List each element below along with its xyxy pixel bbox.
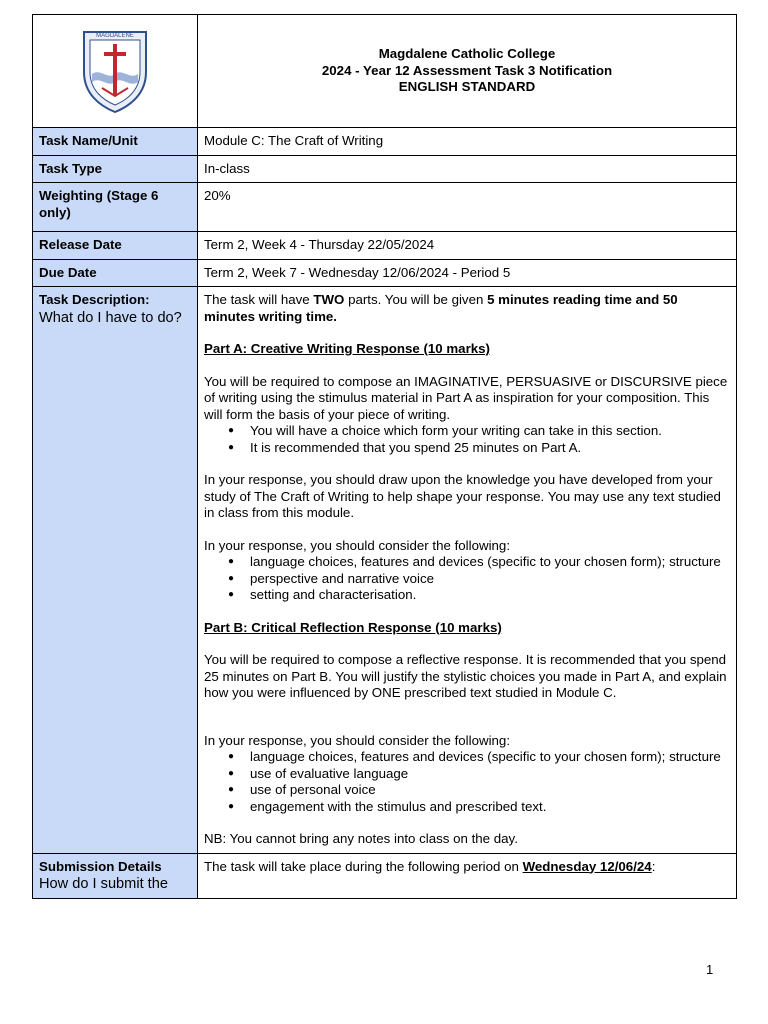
part-a-heading: Part A: Creative Writing Response (10 marks): [204, 341, 490, 356]
part-a-bullets: [204, 423, 730, 456]
submission-text: The task will take place during the following period on: [204, 858, 523, 874]
subject-name: ENGLISH STANDARD: [398, 79, 536, 95]
list-item: ● language choices, features and devices (specific to your chosen form); structure: [250, 749, 730, 766]
submission-label-cell: [33, 853, 198, 899]
weighting-label-cell: [33, 183, 198, 232]
header-title-cell: [198, 15, 737, 128]
description-intro: [204, 292, 730, 325]
due-label: Due Date: [39, 264, 97, 280]
weighting-value: 20%: [198, 183, 737, 232]
task-type-label: Task Type: [39, 160, 103, 176]
part-a-consider-bullets: [204, 554, 730, 604]
description-label-cell: [33, 287, 198, 854]
notification-title: 2024 - Year 12 Assessment Task 3 Notification: [321, 62, 613, 78]
part-b-consider: In your response, you should consider the following:: [204, 732, 511, 748]
part-a-para: You will be required to compose an IMAGINATIVE, PERSUASIVE or DISCURSIVE piece of writing using the stimulus material in Part A as inspiration for your composition. This will form the basis of your piece of writing.: [204, 373, 728, 422]
due-label-cell: [33, 259, 198, 287]
list-item: ● use of evaluative language: [250, 766, 730, 783]
task-name-label-cell: [33, 128, 198, 156]
release-label: Release Date: [39, 237, 122, 252]
release-label-cell: [33, 232, 198, 260]
school-name: Magdalene Catholic College: [378, 46, 556, 62]
submission-sublabel: How do I submit the: [39, 876, 168, 892]
school-crest-icon: [80, 26, 150, 116]
list-item: ● setting and characterisation.: [250, 587, 730, 604]
part-b-para: You will be required to compose a reflective response. It is recommended that you spend 25 minutes on Part B. You will justify the stylistic choices you made in Part A, and explain how you were influenced by ONE prescribed text studied in Module C.: [204, 652, 727, 700]
svg-text:MAGDALENE: MAGDALENE: [96, 33, 134, 39]
weighting-label: Weighting (Stage 6 only): [39, 188, 159, 220]
list-item: ● You will have a choice which form your writing can take in this section.: [250, 423, 730, 440]
list-item: ● It is recommended that you spend 25 minutes on Part A.: [250, 440, 730, 457]
part-b-consider-bullets: [204, 749, 730, 815]
part-a-para2: In your response, you should draw upon the knowledge you have developed from your study of The Craft of Writing to help shape your response. You may use any text studied in class from this module.: [204, 472, 721, 520]
due-value: Term 2, Week 7 - Wednesday 12/06/2024 - Period 5: [198, 259, 737, 287]
list-item: ● use of personal voice: [250, 782, 730, 799]
intro-time: 5 minutes reading time and 50 minutes writing time.: [204, 292, 678, 324]
intro-text-1: The task will have: [204, 292, 314, 307]
page-number: 1: [706, 962, 714, 977]
submission-value: [198, 853, 737, 899]
task-name-label: Task Name/Unit: [39, 133, 138, 148]
logo-cell: [33, 15, 198, 128]
release-value: Term 2, Week 4 - Thursday 22/05/2024: [198, 232, 737, 260]
submission-date: Wednesday 12/06/24: [522, 858, 652, 874]
submission-colon: :: [651, 858, 656, 874]
nb-note: NB: You cannot bring any notes into class on the day.: [204, 831, 518, 846]
task-type-value: In-class: [198, 155, 737, 183]
part-b-heading: Part B: Critical Reflection Response (10 marks): [204, 619, 502, 635]
list-item: ● engagement with the stimulus and prescribed text.: [250, 799, 730, 816]
intro-text-2: parts. You will be given: [344, 292, 488, 307]
part-a-consider: In your response, you should consider the following:: [204, 537, 511, 553]
task-type-label-cell: [33, 155, 198, 183]
description-sublabel: What do I have to do?: [39, 309, 182, 326]
task-name-value: Module C: The Craft of Writing: [198, 128, 737, 156]
list-item: ● language choices, features and devices (specific to your chosen form); structure: [250, 554, 730, 571]
intro-two: TWO: [313, 292, 345, 307]
description-value: [198, 287, 737, 854]
submission-label: Submission Details: [39, 858, 162, 874]
description-label: Task Description:: [39, 292, 150, 307]
list-item: ● perspective and narrative voice: [250, 571, 730, 588]
notification-table: [32, 14, 737, 899]
